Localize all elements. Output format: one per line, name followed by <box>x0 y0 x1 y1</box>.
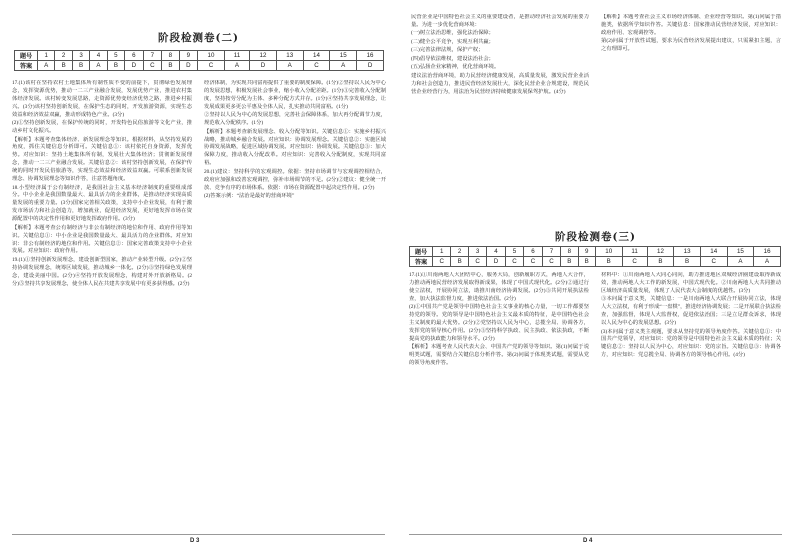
answer-cell: A <box>224 61 249 71</box>
paragraph: (2)①坚持创新发展，在保护传统的同时，开发特色民俗旅游等文化产业，推动乡村文化振兴。 <box>12 120 192 135</box>
paragraph: 材料中：①川南两地人大同心同向，助力推进地区双城经济圈建设取得新成效，推动两地人大工作的新发展，中国式现代化。②川南两地人大共同推动区域经济高质量发展，体现了人民代表大会制度的优越性。(3分) <box>601 272 781 294</box>
right-intro <box>411 14 589 222</box>
question-number-cell: 5 <box>505 247 523 257</box>
row-label: 答案 <box>410 257 433 267</box>
paragraph: 【解析】本题考查公有制经济与非公有制经济的地位和作用、政府作用等知识。关键信息①：中小企业是我国数量最大、最具活力的企业群体。对应知识：非公有制经济的地位和作用。关键信息②：国家完善政策支持中小企业发展。对应知识：政府作用。 <box>12 224 192 255</box>
answer-cell: C <box>622 257 647 267</box>
right-page <box>397 0 794 547</box>
paragraph: 民营企业是中国特色社会主义的重要建设者，是推动经济社会发展的重要力量。为进一步优化营商环境： <box>411 14 589 28</box>
answer-cell: D <box>357 61 384 71</box>
question-number-cell: 6 <box>524 247 542 257</box>
right-column-1 <box>409 272 589 530</box>
question-number-cell: 11 <box>224 51 249 61</box>
page-title: 阶段检测卷(二) <box>158 32 239 44</box>
answer-cell: B <box>595 257 622 267</box>
question-number-cell: 7 <box>542 247 560 257</box>
paragraph: 【解析】本题考查社会主义市场经济体制、企业经营等知识。第(1)问属于措施类，依据所学知识作答。关键信息：国家推动民营经济发展，对应知识：政府作用、宏观调控等。 <box>601 14 781 36</box>
answer-cell: B <box>162 61 179 71</box>
question-number-row <box>15 51 384 61</box>
answer-cell: B <box>107 61 124 71</box>
paragraph: 第(2)问属于开放性试题，要求为民营经济发展提出建议，只需紧扣主题，言之有理即可。 <box>601 38 781 53</box>
divider <box>12 534 385 535</box>
answer-cell: C <box>468 257 486 267</box>
paragraph: 17.(1)该村在坚持农村土地集体所有制性质不变的前提下，贯彻绿色发展理念，发挥资源优势，推动一二三产业融合发展，发展优势产业，推进农村集体经济发展。该村转变发展思路，走资源优势变经济优势之路，推进乡村振兴。(3分)该村坚持创新发展，在保护生态的同时，开发旅游资源，实现生态效益和经济效益双赢，推动形成特色产业。(3分) <box>12 80 192 118</box>
answer-cell: B <box>561 257 578 267</box>
answer-cell: D <box>487 257 505 267</box>
paragraph: (一)树立法治思维，强化法治保障； <box>411 30 494 37</box>
answer-cell: B <box>72 61 89 71</box>
answer-cell: B <box>55 61 72 71</box>
question-number-cell: 5 <box>107 51 124 61</box>
question-number-row <box>410 247 781 257</box>
page-number: D 4 <box>583 538 593 544</box>
paragraph: (2)答案示例：“法治是最好的营商环境” <box>204 193 295 200</box>
question-number-cell: 1 <box>38 51 55 61</box>
question-number-cell: 1 <box>433 247 451 257</box>
right-column-2 <box>601 272 781 530</box>
answer-row <box>410 257 781 267</box>
question-number-cell: 4 <box>487 247 505 257</box>
answer-cell: A <box>727 257 754 267</box>
answer-row <box>15 61 384 71</box>
paragraph: 【解析】本题考查新发展理念、收入分配等知识。关键信息①：实施乡村振兴战略，推动城乡融合发展。对应知识：协调发展理念。关键信息②：实施区域协调发展战略，促进区域协调发展。对应知识：协调发展。关键信息③：加大保障力度，推动收入分配改革。对应知识：完善收入分配制度，实现共同富裕。 <box>204 128 386 167</box>
question-number-cell: 15 <box>330 51 357 61</box>
paragraph: 建议法治营商环境，助力民营经济健康发展，高质量发展，激发民营企业活力和社会创造力，推进民营经济发展壮大，深化民营企业合规建设，规范民营企业经营行为，用法治为民营经济持续健康发展保驾护航。(4分) <box>411 72 589 95</box>
question-number-cell: 8 <box>561 247 578 257</box>
answer-cell: C <box>198 61 225 71</box>
answer-cell: B <box>578 257 595 267</box>
answer-cell: C <box>303 61 330 71</box>
row-label: 答案 <box>15 61 38 71</box>
divider <box>409 534 782 535</box>
answer-cell: C <box>524 257 542 267</box>
question-number-cell: 16 <box>357 51 384 61</box>
paragraph: (二)健全公平竞争，实现互利共赢； <box>411 38 494 45</box>
answer-cell: C <box>505 257 523 267</box>
paragraph: 18.小型经济属于公有制经济，是我国社会主义基本经济制度的重要组成部分。中小企业是我国数量最大、最具活力的企业群体，是推动经济实现高质量发展的重要力量。(3分)国家完善相关政策，支持中小企业发展，有利于激发市场活力和社会创造力，增加就业，促进经济发展，更好地发挥市场在资源配置中的决定性作用和更好地发挥政府作用。(3分) <box>12 184 192 223</box>
row-label: 题号 <box>15 51 38 61</box>
paragraph: (五)弘扬企业家精神，优化营商环境。 <box>411 64 500 71</box>
paragraph: ③本问属于意义类，关键信息：一是川南两地人大联合开展协同立法，体现人大立法权，有利于形成“一盘棋”，推进经济协调发展；二是开展联合执法检查，加强监督，体现人大监督权，促进依法治国；三是立足群众诉求，体现以人民为中心的发展思想。(3分) <box>601 296 781 327</box>
page-number: D 3 <box>190 538 200 544</box>
question-number-cell: 16 <box>754 247 781 257</box>
page-title: 阶段检测卷(三) <box>555 231 636 243</box>
question-number-cell: 6 <box>125 51 144 61</box>
answer-cell: C <box>143 61 162 71</box>
left-column-1 <box>12 80 192 530</box>
question-number-cell: 2 <box>55 51 72 61</box>
question-number-cell: 4 <box>90 51 107 61</box>
question-number-cell: 7 <box>143 51 162 61</box>
paragraph: 【解析】本题考查人民代表大会、中国共产党的领导等知识。第(1)问属于说明类试题，需要结合关键信息分析作答。第(2)问属于体现类试题，需要从党的领导角度作答。 <box>409 344 589 367</box>
question-number-cell: 2 <box>451 247 468 257</box>
answer-cell: D <box>250 61 277 71</box>
question-number-cell: 8 <box>162 51 179 61</box>
answer-cell: B <box>451 257 468 267</box>
paragraph: (四)倡导依法维权，建设法治社会； <box>411 55 494 62</box>
question-number-cell: 3 <box>468 247 486 257</box>
row-label: 题号 <box>410 247 433 257</box>
question-number-cell: 14 <box>303 51 330 61</box>
paragraph: ②坚持以人民为中心的发展思想，完善社会保障体系，加大再分配调节力度，规范收入分配秩序。(1分) <box>204 112 386 127</box>
paragraph: 17.(1)①川南两地人大团结中心，服务大局，创新履职方式，两地人大合作，力推动两地民营经济发展取得新成果，体现了中国式现代化。(2分)②通过行使立法权，开展协同立法，助推川南经济协调发展。(2分)③共同开展执法检查，加大执法监督力度，推进依法治国。(2分) <box>409 272 589 302</box>
question-number-cell: 12 <box>647 247 674 257</box>
question-number-cell: 14 <box>700 247 727 257</box>
answer-cell: B <box>674 257 701 267</box>
question-number-cell: 12 <box>250 51 277 61</box>
answer-table <box>409 246 781 267</box>
right-top-column <box>601 14 781 222</box>
left-column-2 <box>204 80 386 530</box>
question-number-cell: 13 <box>674 247 701 257</box>
answer-cell: D <box>179 61 198 71</box>
answer-cell: A <box>38 61 55 71</box>
paragraph: (三)完善法律法规，保护产权； <box>411 47 484 54</box>
answer-cell: A <box>754 257 781 267</box>
answer-cell: D <box>125 61 144 71</box>
answer-cell: C <box>433 257 451 267</box>
paragraph: 【解析】本题考查集体经济、新发展理念等知识。根据材料，从坚持发展的角度，抓住关键信息分析即可。关键信息①：该村依托自身资源，发挥优势。对应知识：坚持土地集体所有制，发展壮大集体经济；贯彻新发展理念，推动一二三产业融合发展。关键信息②：该村坚持创新发展，在保护传统的同时开发民俗旅游等，实现生态效益和经济效益双赢。可联系创新发展理念、协调发展理念等知识作答，注意答题角度。 <box>12 136 192 183</box>
paragraph: 19.(1)①坚持创新发展理念，建设创新型国家，推动产业转型升级。(2分)②坚持协调发展理念，统筹区域发展，推动城乡一体化。(2分)③坚持绿色发展理念，建设美丽中国。(2分)④坚持开放发展理念，构建对外开放新格局。(2分)⑤坚持共享发展理念，使全体人民在共建共享发展中有更多获得感。(2分) <box>12 256 192 287</box>
answer-cell: C <box>700 257 727 267</box>
answer-table <box>14 50 384 71</box>
answer-cell: A <box>330 61 357 71</box>
paragraph: (2)①中国共产党是领导中国特色社会主义事业的核心力量，一切工作都要坚持党的领导。党的领导是中国特色社会主义最本质的特征，是中国特色社会主义制度的最大优势。(2分)②党坚持以人民为中心，总揽全局、协调各方，发挥党的领导核心作用。(2分)③坚持科学执政、民主执政、依法执政，不断提高党的执政能力和领导水平。(2分) <box>409 304 589 342</box>
question-number-cell: 9 <box>578 247 595 257</box>
answer-cell: A <box>90 61 107 71</box>
question-number-cell: 15 <box>727 247 754 257</box>
question-number-cell: 10 <box>595 247 622 257</box>
question-number-cell: 13 <box>276 51 303 61</box>
answer-cell: A <box>276 61 303 71</box>
question-number-cell: 11 <box>622 247 647 257</box>
question-number-cell: 3 <box>72 51 89 61</box>
paragraph: 20.(1)建议：坚持科学的宏观调控。依据：坚持市场调节与宏观调控相结合，政府应加强和改善宏观调控，弥补市场调节的不足。(2分)②建议：健全统一开放、竞争有序的市场体系。依据：市场在资源配置中起决定性作用。(2分) <box>204 168 386 191</box>
answer-cell: B <box>647 257 674 267</box>
question-number-cell: 9 <box>179 51 198 61</box>
paragraph: (3)本问属于意义类主观题，要求从坚持党的领导角度作答。关键信息①：中国共产党领导，对应知识：党的领导是中国特色社会主义最本质的特征；关键信息②：坚持以人民为中心，对应知识：党的宗旨。关键信息③：协调各方，对应知识：党总揽全局、协调各方的领导核心作用。(4分) <box>601 328 781 359</box>
question-number-cell: 10 <box>198 51 225 61</box>
paragraph: 经济体制，为实现共同富裕提供了重要的制度保障。(1分)②坚持以人民为中心的发展思想，积极发展社会事业，缩小收入分配差距。(1分)③完善收入分配制度，坚持按劳分配为主体、多种分配方式并存。(1分)④坚持共享发展理念，让发展成果更多更公平惠及全体人民，扎实推动共同富裕。(1分) <box>204 80 386 110</box>
answer-cell: C <box>542 257 560 267</box>
